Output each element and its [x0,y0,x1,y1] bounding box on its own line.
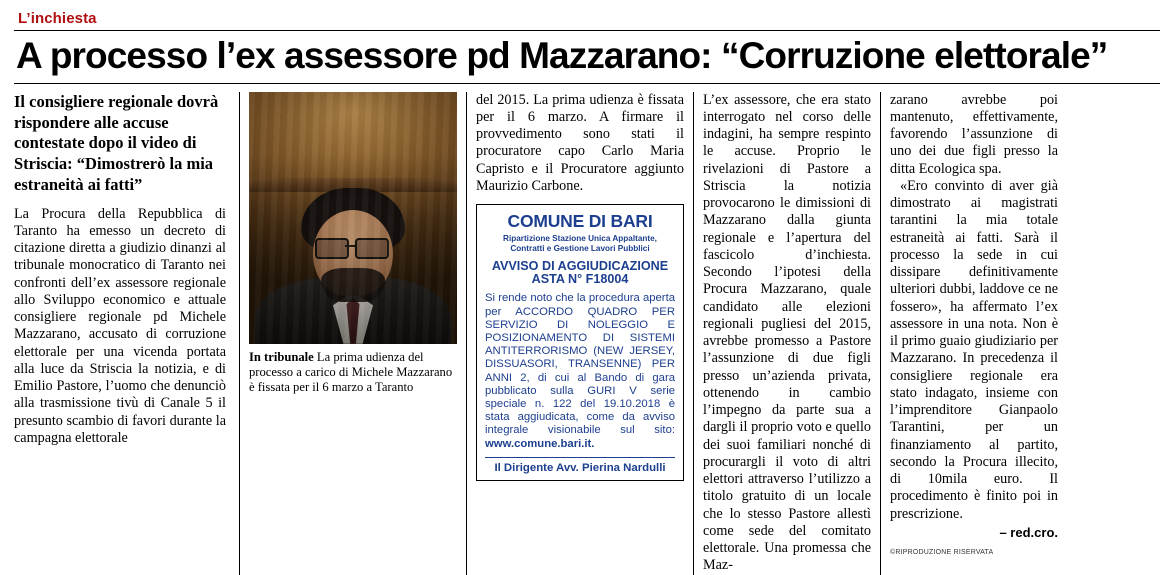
notice-title: COMUNE DI BARI [507,211,653,232]
rule-above-headline [14,30,1160,31]
column-two [249,92,457,408]
rule-below-headline [14,83,1160,84]
byline-text: – red.cro. [999,524,1058,540]
column-four [703,92,871,575]
article-body [14,92,1160,575]
column-divider [466,92,467,575]
page-title: A processo l’ex assessore pd Mazzarano: “Corruzione elettorale” [16,35,1108,76]
notice-subtitle: Ripartizione Stazione Unica Appaltante, Contratti e Gestione Lavori Pubblici [503,233,657,253]
public-notice-box [476,204,684,481]
column-divider [880,92,881,575]
column-three [476,92,684,481]
notice-body-text: Si rende noto che la procedura aperta per ACCORDO QUADRO PER SERVIZIO DI NOLEGGIO E POSIZIONAMENTO DI SISTEMI ANTITERRORISMO (NEW JERSEY, DISSUASORI, TRANSENNE) PER ANNI 2, di cui al Bando di gara pubblicato sulla GURI V serie speciale n. 122 del 19.10.2018 è stata aggiudicata, come da avviso integrale visionabile sul sito: [485,292,675,437]
article-photo [249,92,457,344]
photo-caption-text: La prima udienza del processo a carico di Michele Mazzarano è fissata per il 6 marzo a Taranto [249,349,453,395]
article-paragraph-5: «Ero convinto di aver già dimostrato ai magistrati tarantini la mia totale estraneità ai fatti. Sarà il processo la sede in cui dissipare definitivamente ulteriori dubbi, laddove ce ne fossero», ha affermato l’ex assessore in una nota. Non è il primo guaio giudiziario per Mazzarano. In precedenza il consigliere regionale era stato indagato, insieme con l’imprenditore Gianpaolo Tarantini, per un finanziamento al partito, secondo la Procura illecito, di 10mila euro. Il procedimento è finito poi in prescrizione. [890,177,1058,522]
notice-heading: AVVISO DI AGGIUDICAZIONE ASTA N° F18004 [491,258,669,287]
column-five [890,92,1058,557]
column-divider [239,92,240,575]
article-paragraph-4: zarano avrebbe poi mantenuto, effettivamente, favorendo l’assunzione di uno dei due figli presso la ditta Ecologica spa. [890,91,1058,177]
copyright-note: ©RIPRODUZIONE RISERVATA [890,549,994,557]
photo-caption-lead: In tribunale [249,349,314,364]
column-one [14,92,230,447]
notice-body [485,292,675,450]
article-kicker: L’inchiesta [18,10,97,27]
article-paragraph-3: L’ex assessore, che era stato interrogato nel corso delle indagini, ha sempre respinto le accuse. Proprio le rivelazioni di Pastore a Striscia la notizia provocarono le dimissioni di Mazzarano dalla giunta regionale e l’apertura del fascicolo d’inchiesta. Secondo l’ipotesi della Procura Mazzarano, quale candidato alle elezioni regionali pugliesi del 2015, avrebbe promesso a Pastore l’assunzione di due figli presso un’azienda privata, ottenendo in cambio l’impegno da parte sua a dargli il proprio voto e quello dei suoi familiari nonché di procurargli il voto di altri elettori attraverso l’utilizzo a titolo gratuito di un locale che lo stesso Pastore allestì come sede del comitato elettorale. Una promessa che Maz- [703,91,871,574]
article-standfirst: Il consigliere regionale dovrà rispondere alle accuse contestate dopo il video di Striscia: “Dimostrerò la mia estraneità ai fatti” [14,91,219,194]
notice-link[interactable]: www.comune.bari.it. [485,437,595,450]
photo-caption [249,350,457,396]
article-byline [890,525,1058,542]
article-paragraph-2: del 2015. La prima udienza è fissata per il 6 marzo. A firmare il provvedimento sono stati il procuratore capo Carlo Maria Capristo e il Procuratore aggiunto Maurizio Carbone. [476,91,684,194]
notice-signature: Il Dirigente Avv. Pierina Nardulli [485,457,675,474]
column-divider [693,92,694,575]
photo-texture-overlay [249,92,457,344]
article-paragraph-1: La Procura della Repubblica di Taranto ha emesso un decreto di citazione diretta a giudizio dinanzi al tribunale monocratico di Taranto nei confronti dell’ex assessore regionale allo Sviluppo economico e attuale consigliere regionale pd Michele Mazzarano, accusato di corruzione elettorale per una vicenda portata alla luce da Striscia la notizia, e di Emilio Pastore, l’uomo che denunciò alla trasmissione tivù di Canale 5 il presunto scambio di favori durante la campagna elettorale [14,205,226,446]
